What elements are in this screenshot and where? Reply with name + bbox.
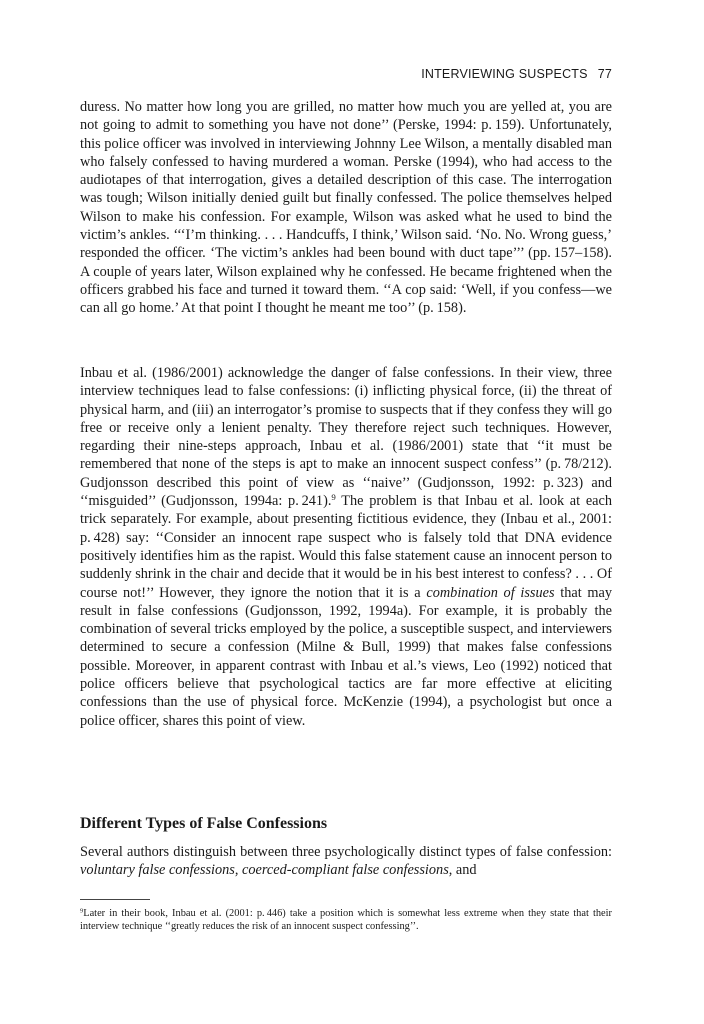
term-coerced-compliant-false-confessions: coerced-compliant false confessions xyxy=(242,862,449,879)
paragraph-2-part-2: The problem is that Inbau et al. look at each trick separately. For example, about presenting fictitious evidence, they (Inbau et al., 2001: p. 428) say: ‘‘Consider an innocent rape suspect who is falsely told that DNA evidence positively identifies him as the rapist. Would this false statement cause an innocent person to suddenly shrink in the chair and decide that it would be in his best interest to confess? . . . Of course not!’’ However, they ignore the notion that it is a xyxy=(80,493,613,601)
term-separator: , xyxy=(234,862,243,879)
paragraph-inbau-critique xyxy=(80,364,612,730)
footnote-divider xyxy=(80,899,150,900)
paragraph-3-part-2: , and xyxy=(448,862,477,879)
paragraph-2-part-1: Inbau et al. (1986/2001) acknowledge the danger of false confessions. In their view, three interview techniques lead to false confessions: (i) inflicting physical force, (ii) the threat of physical harm, and (iii) an interrogator’s promise to suspects that if they confess they will go free or receive only a lenient penalty. They therefore reject such techniques. However, regarding their nine-steps approach, Inbau et al. (1986/2001) state that ‘‘it must be remembered that none of the steps is apt to make an innocent suspect confess’’ (p. 78/212). Gudjonsson described this point of view as ‘‘naive’’ (Gudjonsson, 1992: p. 323) and ‘‘misguided’’ (Gudjonsson, 1994a: p. 241). xyxy=(80,365,612,510)
page-number: 77 xyxy=(597,67,612,81)
running-header xyxy=(80,67,612,81)
paragraph-wilson-case xyxy=(80,98,612,318)
term-voluntary-false-confessions: voluntary false confessions xyxy=(80,862,235,879)
paragraph-confession-types xyxy=(80,843,612,880)
section-heading: Different Types of False Confessions xyxy=(80,815,328,832)
paragraph-2-part-3: that may result in false confessions (Gudjonsson, 1992, 1994a). For example, it is probably the combination of several tricks employed by the police, a susceptible suspect, and interviewers determined to secure a confession (Milne & Bull, 1999) that makes false confessions possible. Moreover, in apparent contrast with Inbau et al.’s views, Leo (1992) noticed that police officers believe that psychological tactics are far more effective at eliciting confessions than the use of physical force. McKenzie (1994), a psychologist but once a police officer, shares this point of view. xyxy=(80,584,613,729)
emphasis-combination-of-issues: combination of issues xyxy=(426,584,555,601)
running-title: INTERVIEWING SUSPECTS xyxy=(421,67,588,81)
footnote-reference: 9 xyxy=(331,492,336,503)
footnote-text: Later in their book, Inbau et al. (2001: p. 446) take a position which is somewhat less extreme when they state that their interview technique ‘‘greatly reduces the risk of an innocent suspect confessing’’. xyxy=(80,908,612,932)
paragraph-3-part-1: Several authors distinguish between three psychologically distinct types of false confession: xyxy=(80,844,612,860)
footnote xyxy=(80,907,612,933)
paragraph-1-text: duress. No matter how long you are grilled, no matter how much you are yelled at, you are not going to admit to something you have not done’’ (Perske, 1994: p. 159). Unfortunately, this police officer was involved in interviewing Johnny Lee Wilson, a mentally disabled man who falsely confessed to having murdered a woman. Perske (1994), who had access to the audiotapes of that interrogation, gives a detailed description of this case. The interrogation was tough; Wilson initially denied guilt but finally confessed. The police themselves helped Wilson to make his confession. For example, Wilson was asked what he used to bind the victim’s ankles. ‘‘‘I’m thinking. . . . Handcuffs, I think,’ Wilson said. ‘No. No. Wrong guess,’ responded the officer. ‘The victim’s ankles had been bound with duct tape’’’ (pp. 157–158). A couple of years later, Wilson explained why he confessed. He became frightened when the officers grabbed his face and turned it toward them. ‘‘A cop said: ‘Well, if you confess—we can all go home.’ At that point I thought he meant me too’’ (p. 158). xyxy=(80,99,612,317)
footnote-mark: 9 xyxy=(80,907,84,915)
